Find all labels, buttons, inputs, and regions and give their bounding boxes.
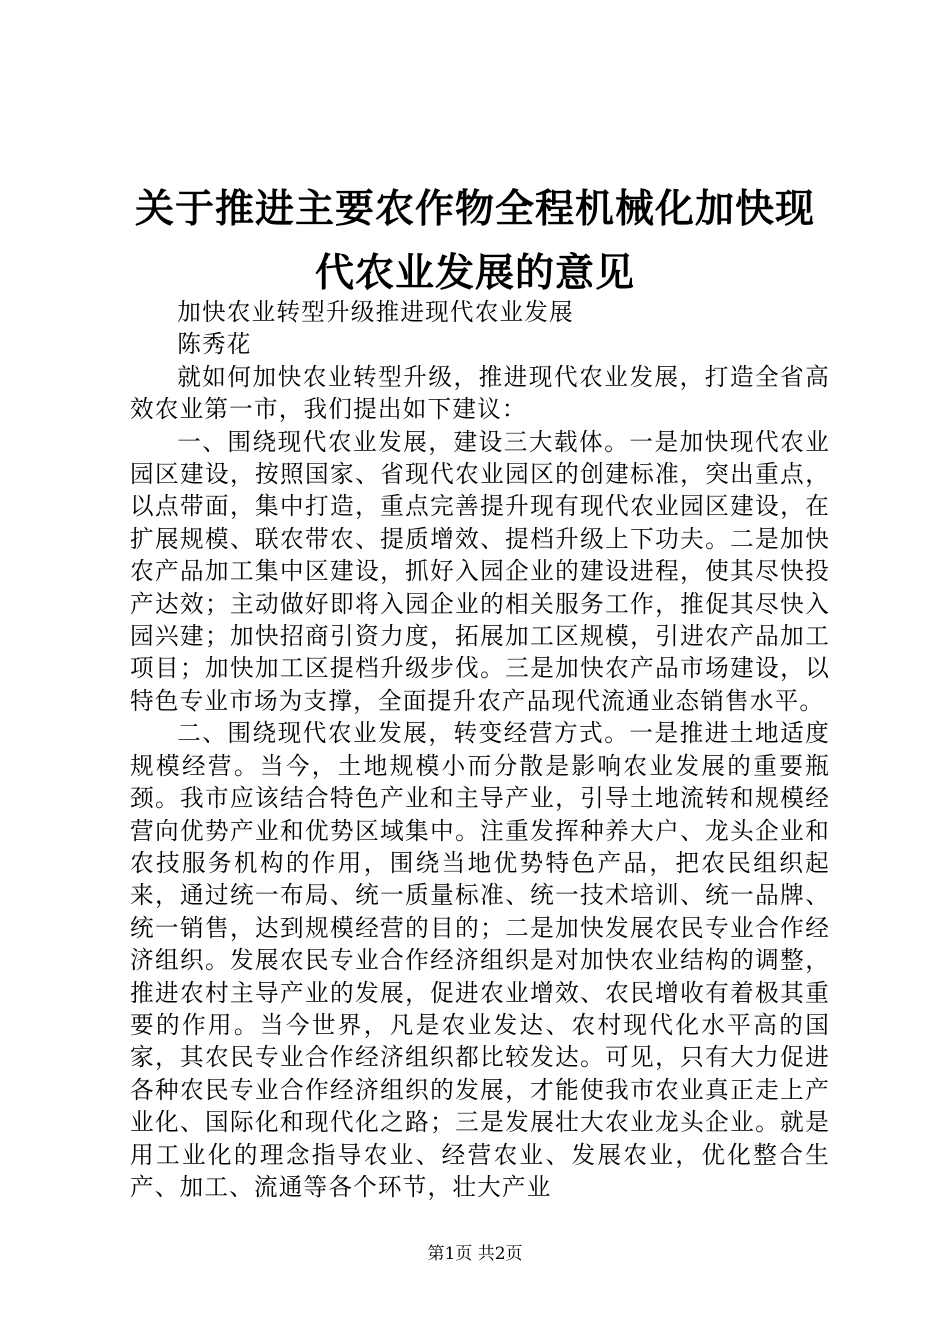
- document-author: 陈秀花: [177, 330, 252, 359]
- paragraph-section-one: 一、围绕现代农业发展，建设三大载体。一是加快现代农业园区建设，按照国家、省现代农业园区的创建标准，突出重点，以点带面，集中打造，重点完善提升现有现代农业园区建设，在扩展规模、联农带农、提质增效、提档升级上下功夫。二是加快农产品加工集中区建设，抓好入园企业的建设进程，使其尽快投产达效；主动做好即将入园企业的相关服务工作，推促其尽快入园兴建；加快招商引资力度，拓展加工区规模，引进农产品加工项目；加快加工区提档升级步伐。三是加快农产品市场建设，以特色专业市场为支撑，全面提升农产品现代流通业态销售水平。: [130, 427, 830, 715]
- page-footer: 第1页 共2页: [427, 1244, 523, 1264]
- document-subtitle: 加快农业转型升级推进现代农业发展: [177, 298, 574, 326]
- document-title: 关于推进主要农作物全程机械化加快现代农业发展的意见: [134, 187, 815, 296]
- paragraph-section-two: 二、围绕现代农业发展，转变经营方式。一是推进土地适度规模经营。当今，土地规模小而分散是影响农业发展的重要瓶颈。我市应该结合特色产业和主导产业，引导土地流转和规模经营向优势产业和优势区域集中。注重发挥种养大户、龙头企业和农技服务机构的作用，围绕当地优势特色产品，把农民组织起来，通过统一布局、统一质量标准、统一技术培训、统一品牌、统一销售，达到规模经营的目的；二是加快发展农民专业合作经济组织。发展农民专业合作经济组织是对加快农业结构的调整，推进农村主导产业的发展，促进农业增效、农民增收有着极其重要的作用。当今世界，凡是农业发达、农村现代化水平高的国家，其农民专业合作经济组织都比较发达。可见，只有大力促进各种农民专业合作经济组织的发展，才能使我市农业真正走上产业化、国际化和现代化之路；三是发展壮大农业龙头企业。就是用工业化的理念指导农业、经营农业、发展农业，优化整合生产、加工、流通等各个环节，壮大产业: [130, 719, 830, 1201]
- paragraph-intro: 就如何加快农业转型升级，推进现代农业发展，打造全省高效农业第一市，我们提出如下建议：: [130, 362, 830, 424]
- document-body: [130, 296, 830, 1203]
